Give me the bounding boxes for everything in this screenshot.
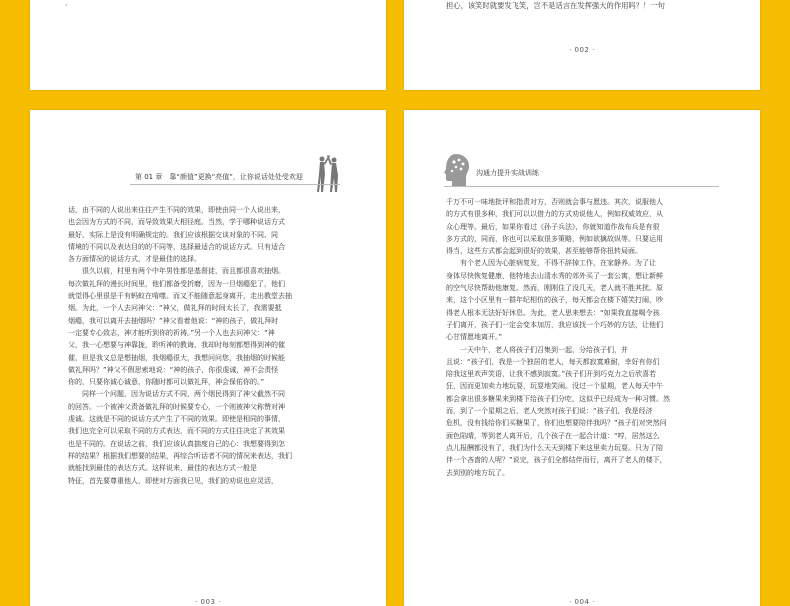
text-line: 身体尽快恢复健康，他特地去山清水秀的郊外买了一套公寓，想让新鲜	[446, 271, 663, 280]
top-left-page-text: ·	[65, 1, 68, 10]
text-line: 面色陷晴，等到老人离开后，几个孩子在一起合计道：“哼，居然这么	[446, 431, 660, 440]
text-line: 伴一个吝啬的人呢？”说完，孩子们全都结伴而行，离开了老人的楼下，	[446, 456, 667, 465]
text-line: 特征，首先要尊重他人，即使对方面我已见，我们的劝说也应灵活，	[68, 476, 278, 485]
text-line: 去到别的地方玩了。	[446, 468, 509, 477]
page-number: · 004 ·	[569, 598, 595, 606]
chapter-header: 第 01 章 靠“颜值”更换“亮值”，让你说话处处受欢迎	[135, 173, 303, 181]
text-line: 烟。为此，一个人去问神父：“神父，做礼拜的时间太长了，我需要抵	[68, 304, 282, 313]
text-line: 最好，实际上是没有明确规定的。我们应该根据交谈对象的不同、同	[68, 230, 278, 239]
text-line: 有个老人因为心脏病复发，不得不辞掉工作，在家静养。为了让	[446, 259, 656, 268]
text-line: 点儿报酬都没有了，我们为什么天天到楼下来这里卖力玩耍。只为了陪	[446, 443, 663, 452]
text-line: 得当，这些方式都会起到很好的效果，甚至能够帮你扭转局面。	[446, 247, 642, 256]
text-line: 的空气尽快帮助他康复。然而，刚刚住了没几天，老人就不胜其扰。原	[446, 284, 663, 293]
header-rule	[130, 184, 340, 185]
text-line: 而，到了一个星期之后，老人突然对孩子们说：“孩子们，我是经济	[446, 407, 653, 416]
text-line: 情境的不同以及表达目的的不同等，选择最适合的说话方式。只有适合	[68, 242, 285, 251]
page-number: · 003 ·	[195, 598, 221, 606]
text-line: 就能找到最佳的表达方式。这样说来，最佳的表达方式一般是	[68, 464, 257, 473]
right-page	[404, 110, 760, 606]
head-profile-icon	[442, 152, 472, 188]
text-line: 的回答。一个被神父责备做礼拜的时候要专心，一个则被神父称赞对神	[68, 402, 285, 411]
text-line: 心甘情愿地离开。”	[446, 333, 503, 342]
text-line: 虔诚。这就是不同的说话方式产生了不同的效果。即使是相同的事情，	[68, 415, 285, 424]
page-number: · 002 ·	[569, 46, 595, 54]
text-line: 也是不同的。在说话之前，我们应该认真揣度自己的心：我想要得到怎	[68, 439, 285, 448]
text-line: 的方式有很多种，我们可以以借力的方式劝说他人，例如权威效应，从	[446, 210, 663, 219]
text-line: 担心，该笑时就要发飞笑，岂不是话言在发挥强大的作用吗？！一句	[446, 1, 665, 10]
text-line: 各方面情况的说话方式，才是最佳的选择。	[68, 255, 201, 264]
text-line: 千万不可一味地批评和指责对方，否则就会事与愿违。其次，说服他人	[446, 198, 663, 206]
two-people-high-five-icon	[313, 152, 343, 194]
text-line: 我们也完全可以采取不同的方式表达，而不同的方式往往决定了其效果	[68, 427, 285, 436]
text-line: 话，由不同的人说出来往往产生不同的效果，即使由同一个人说出来，	[68, 206, 285, 214]
top-left-page	[30, 0, 386, 90]
header-rule	[444, 186, 719, 187]
text-line: 多方式的，同而，你也可以采取很多策略，例如欲擒故纵等。只要运用	[446, 234, 663, 243]
text-line: 来，这个小区里有一群年纪相仿的孩子，每天都会在楼下嬉笑打闹，吵	[446, 296, 663, 305]
text-line: 一天中午，老人将孩子们召集到一起，分给孩子们，并	[446, 345, 628, 354]
text-line: 同样一个问题，因为说话方式不同，两个烟民得到了神父截然不同	[68, 390, 285, 399]
text-line: 每次做礼拜的漫长时间里，他们都备受折磨，因为一旦烟瘾犯了，他们	[68, 279, 285, 288]
text-line: 狂，因而更加卖力地玩耍，玩耍地笑闹。没过一个星期，老人每天中午	[446, 382, 663, 391]
text-line: 你的，只要你诚心诚意，你随时都可以做礼拜，神会保佑你的。”	[68, 378, 265, 387]
text-line: 陪我这里欢声笑语，让我不感到寂寞。”孩子们开到巧克力之后欣喜若	[446, 370, 657, 379]
text-line: 样的结果？根据我们想要的结果，再综合听话者不同的情况来表达，我们	[68, 451, 292, 460]
text-line: 就觉得心里很是千有蚂蚁在啃噬。而又不能随意起身离开，走出教堂去抽	[68, 292, 292, 301]
text-line: 一定要专心致志，神才能听到你的祈祷。”另一个人也去问神父：“神	[68, 328, 275, 337]
text-line: 催，但是我又总是想抽烟，我烟瘾很大，我想问问您，我抽烟的时候能	[68, 353, 285, 362]
text-line: 危机，没有钱给你们买糖果了，你们也想要陪伴我吗？”孩子们对突然问	[446, 419, 667, 428]
right-page-body	[446, 196, 746, 479]
top-right-page	[404, 0, 760, 90]
book-title-header: 沟通力提升实战训练	[476, 169, 539, 177]
left-page-body	[68, 204, 358, 487]
top-right-body	[446, 0, 751, 12]
text-line: 父，我一心想要与神靠拢，聆听神的教诲，我却时每刻都想得到神的催	[68, 341, 285, 350]
text-line: 也会因为方式的不同，而导致效果大相径庭。当然，学于哪种说话方式	[68, 218, 285, 227]
text-line: 都会拿出很多糖果来到楼下给孩子们分吃，这似乎已经成为一种习惯。然	[446, 394, 670, 403]
text-line: 且说：“孩子们，我是一个独居的老人，每天都寂寞难耐，幸好有你们	[446, 357, 660, 366]
text-line: 众心理等。最后，如果你看过《孙子兵法》，你就知道作战布兵是有很	[446, 222, 660, 231]
text-line: 做礼拜吗？”神父不假思索地说：“神的孩子，你很虔诚，神不会责怪	[68, 365, 279, 374]
text-line: 得老人根本无法好好休息。为此，老人思来想去：“如果我直接喝令孩	[446, 308, 660, 317]
text-line: 烟瘾，我可以离开去抽烟吗？”神父看着他说：“神的孩子，做礼拜时	[68, 316, 279, 325]
text-line: 很久以前，村里有两个中年男性都是基督徒，而且都很喜欢抽烟。	[68, 267, 285, 276]
text-line: 子们离开，孩子们一定会变本加厉，我应该找一个巧妙的方法，让他们	[446, 320, 663, 329]
left-page	[30, 110, 386, 606]
